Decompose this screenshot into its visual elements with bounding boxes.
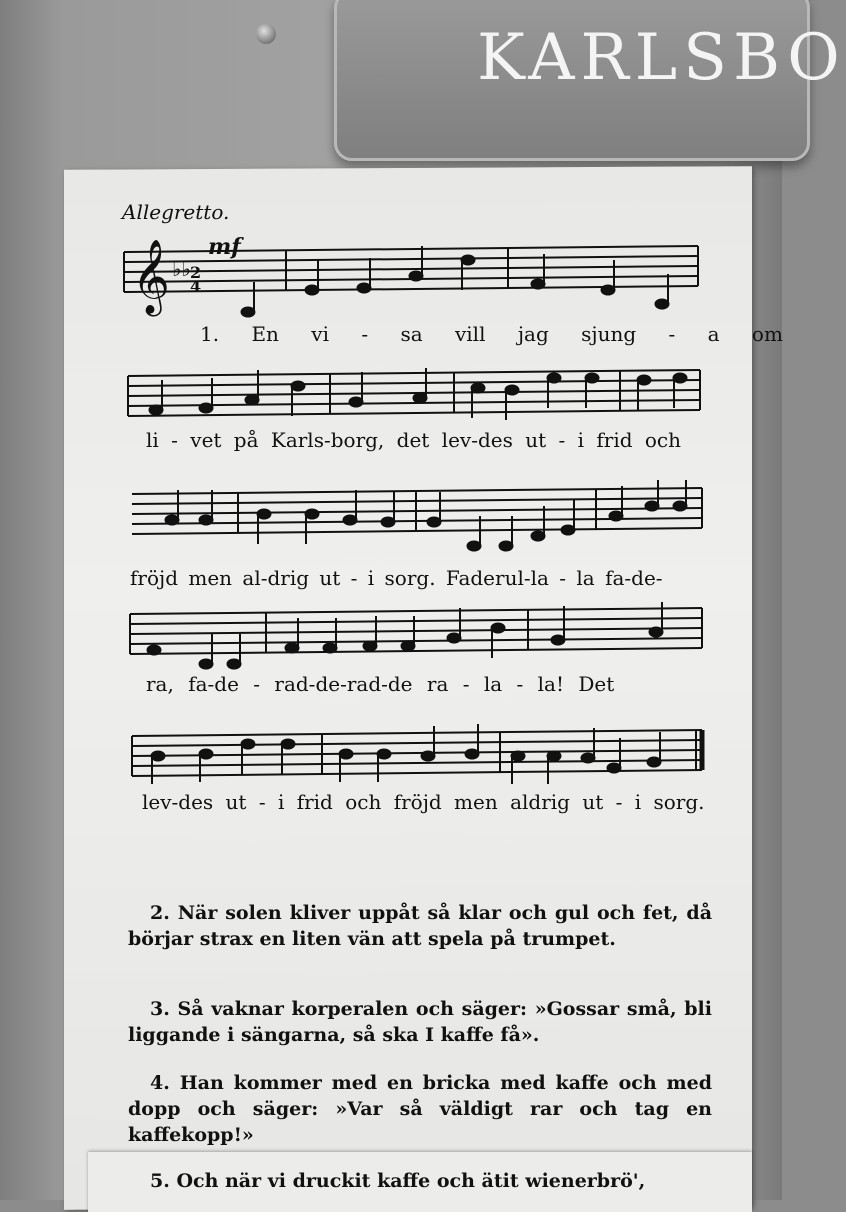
verse-2: 2. När solen kliver uppåt så klar och gul och fet, då börjar strax en liten vän att spela på trumpet. <box>128 902 712 950</box>
lyric-line-5: lev-des ut - i frid och fröjd men aldrig ut - i sorg. <box>142 790 705 814</box>
music-staff-4 <box>126 600 706 680</box>
svg-text:4: 4 <box>190 277 202 296</box>
music-staff-5 <box>128 720 708 790</box>
lyric-line-2: li - vet på Karls-borg, det lev-des ut - i frid och <box>146 428 682 452</box>
lyric-line-4: ra, fa-de - rad-de-rad-de ra - la - la! Det <box>146 672 615 696</box>
karlsborg-sign <box>334 0 846 161</box>
tempo-marking: Allegretto. <box>122 200 230 224</box>
lyric-line-3: fröjd men al-drig ut - i sorg. Faderul-la - la fa-de- <box>130 566 663 590</box>
verse-4: 4. Han kommer med en bricka med kaffe och med dopp och säger: »Var så väldigt rar och tag en kaffekopp!» <box>128 1072 712 1146</box>
verse-3: 3. Så vaknar korperalen och säger: »Gossar små, bli liggande i sängarna, så ska I kaffe få». <box>128 998 712 1046</box>
svg-text:2: 2 <box>190 263 202 282</box>
svg-text:𝄞: 𝄞 <box>132 240 170 314</box>
lyric-line-1: 1. En vi - sa vill jag sjung - a om <box>200 322 783 346</box>
dynamic-marking: mf <box>208 234 241 260</box>
svg-text:♭♭: ♭♭ <box>172 257 191 281</box>
verse-5: 5. Och när vi druckit kaffe och ätit wienerbrö', <box>150 1170 646 1192</box>
nail <box>256 24 276 44</box>
music-staff-3 <box>128 480 706 560</box>
music-staff-2 <box>124 362 704 426</box>
sign-text: KARLSBO <box>477 21 846 95</box>
music-staff-1 <box>120 232 704 322</box>
